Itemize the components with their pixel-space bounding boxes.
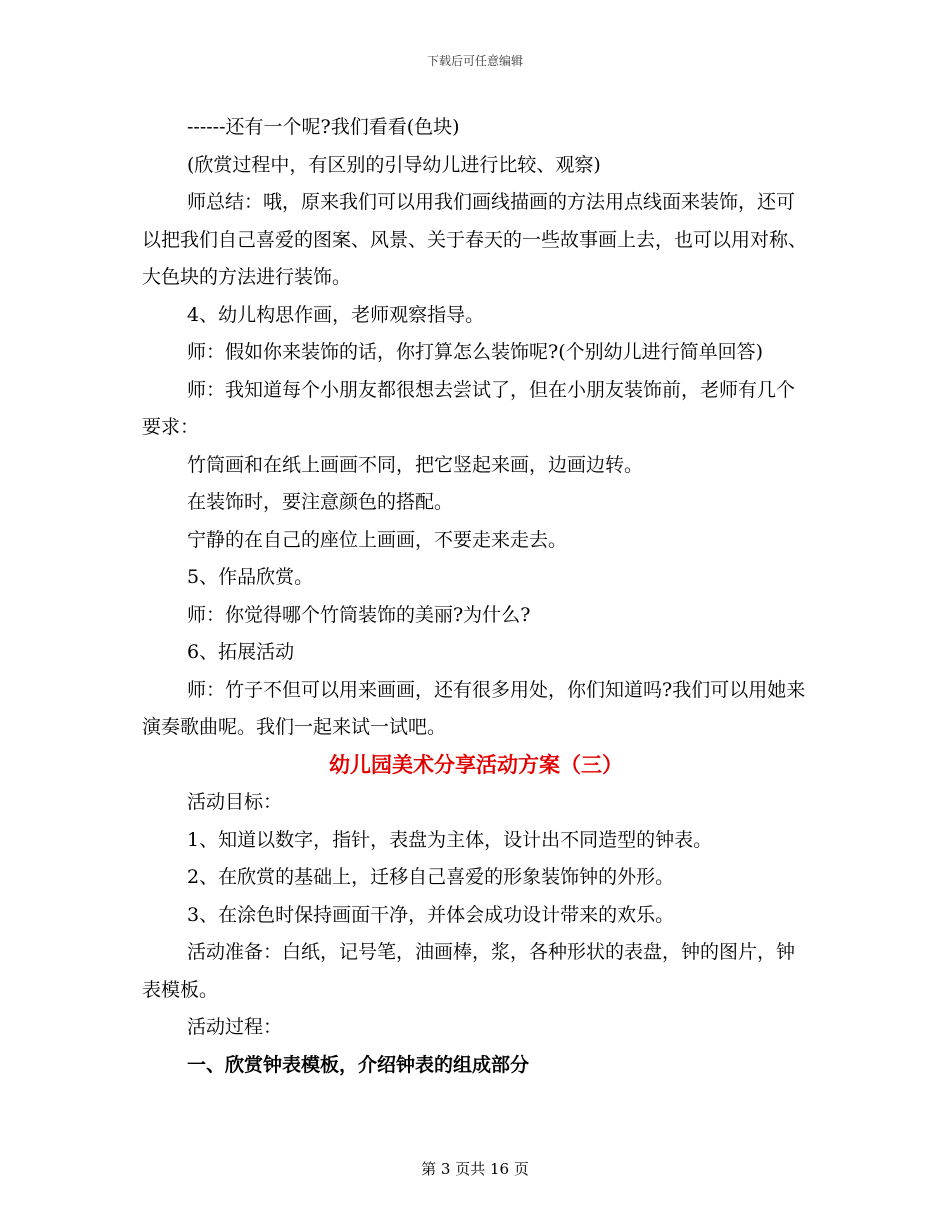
section-paragraph-5: 活动准备：白纸，记号笔，油画棒，浆，各种形状的表盘，钟的图片，钟表模板。 (142, 941, 796, 1001)
section-paragraph-3: 2、在欣赏的基础上，迁移自己喜爱的形象装饰钟的外形。 (187, 866, 675, 888)
paragraph-10: 5、作品欣赏。 (187, 566, 314, 588)
paragraph-4: 4、幼儿构思作画，老师观察指导。 (187, 303, 485, 326)
paragraph-11: 师：你觉得哪个竹筒装饰的美丽?为什么? (187, 603, 531, 626)
page-footer: 第 3 页共 16 页 (421, 1160, 529, 1178)
section-paragraph-2: 1、知道以数字，指针，表盘为主体，设计出不同造型的钟表。 (187, 828, 713, 851)
section-title: 幼儿园美术分享活动方案（三） (329, 752, 623, 777)
section-paragraph-4: 3、在涂色时保持画面干净，并体会成功设计带来的欢乐。 (187, 903, 675, 926)
document-body (142, 109, 810, 1084)
paragraph-6: 师：我知道每个小朋友都很想去尝试了，但在小朋友装饰前，老师有几个要求： (142, 378, 796, 438)
section-paragraph-1: 活动目标： (187, 791, 283, 813)
paragraph-12: 6、拓展活动 (187, 641, 295, 663)
paragraph-3: 师总结：哦，原来我们可以用我们画线描画的方法用点线面来装饰，还可以把我们自己喜爱的图案、风景、关于春天的一些故事画上去，也可以用对称、大色块的方法进行装饰。 (142, 191, 808, 288)
page-header: 下载后可任意编辑 (426, 54, 523, 68)
subheading: 一、欣赏钟表模板，介绍钟表的组成部分 (187, 1053, 530, 1076)
paragraph-1: ------还有一个呢?我们看看(色块) (187, 116, 460, 138)
section-paragraph-6: 活动过程： (187, 1016, 283, 1038)
paragraph-8: 在装饰时，要注意颜色的搭配。 (187, 491, 454, 513)
paragraph-7: 竹筒画和在纸上画画不同，把它竖起来画，边画边转。 (187, 453, 644, 476)
paragraph-5: 师：假如你来装饰的话，你打算怎么装饰呢?(个别幼儿进行简单回答) (187, 341, 764, 363)
paragraph-13: 师：竹子不但可以用来画画，还有很多用处，你们知道吗?我们可以用她来演奏歌曲呢。我们一起来试一试吧。 (142, 678, 806, 738)
paragraph-9: 宁静的在自己的座位上画画，不要走来走去。 (187, 528, 568, 551)
paragraph-2: (欣赏过程中，有区别的引导幼儿进行比较、观察) (187, 153, 601, 176)
